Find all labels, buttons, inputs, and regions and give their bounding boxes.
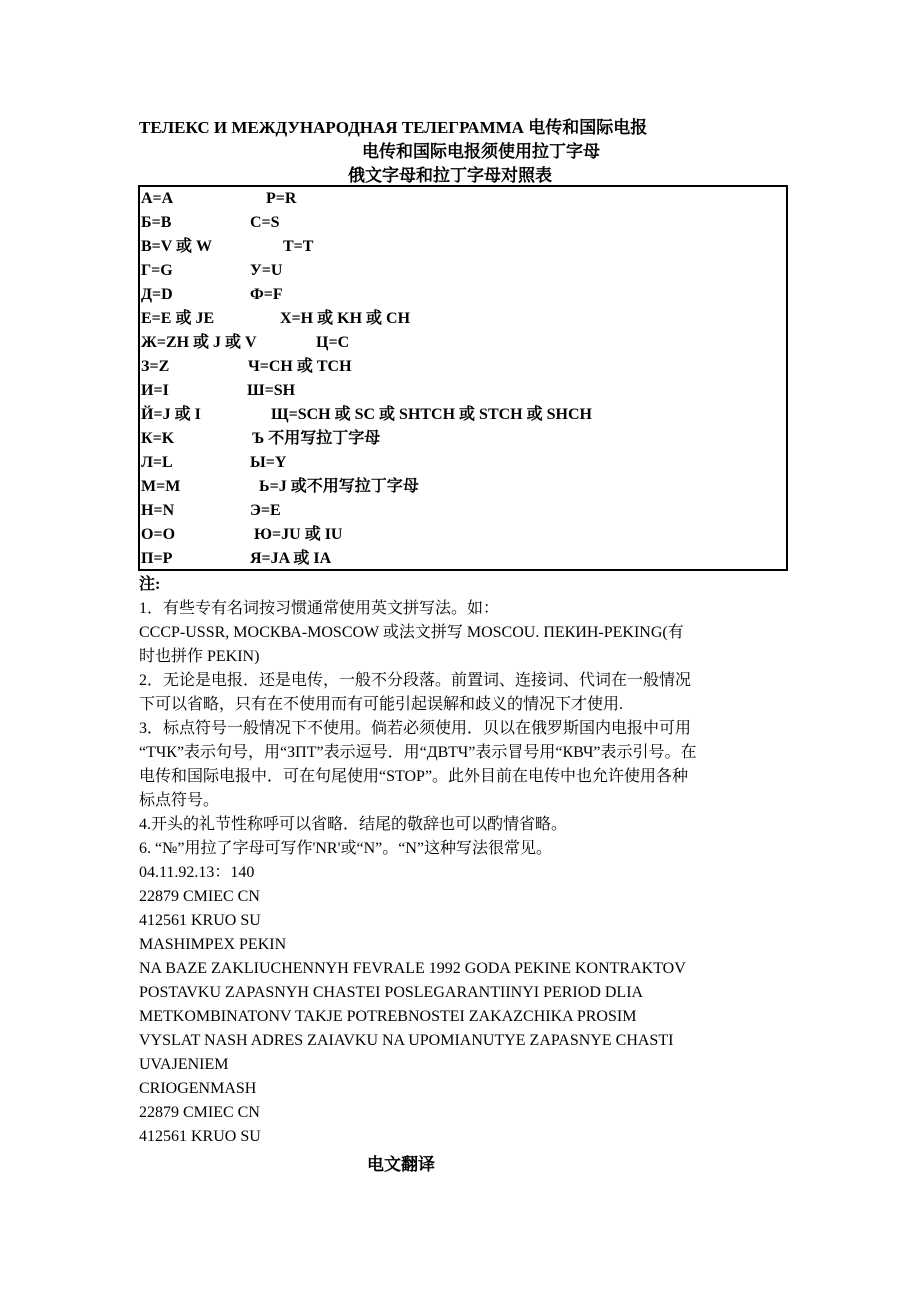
cyrillic-latin-right: С=S <box>250 214 280 231</box>
telegram-line: NA BAZE ZAKLIUCHENNYH FEVRALE 1992 GODA PEKINE KONTRAKTOV <box>139 960 686 977</box>
cyrillic-latin-right: Ф=F <box>250 286 283 303</box>
cyrillic-latin-right: У=U <box>250 262 283 279</box>
note-line: 6. “№”用拉了字母可写作'NR'或“N”。“N”这种写法很常见。 <box>139 840 552 857</box>
telegram-line: METKOMBINATONV TAKJE POTREBNOSTEI ZAKAZCHIKA PROSIM <box>139 1008 637 1025</box>
note-line: 4.开头的礼节性称呼可以省略．结尾的敬辞也可以酌情省略。 <box>139 816 568 833</box>
table-row <box>140 547 786 571</box>
table-row <box>140 451 786 475</box>
table-row <box>140 499 786 523</box>
cyrillic-latin-right: Щ=SCH 或 SC 或 SHTCH 或 STCH 或 SHCH <box>271 406 592 423</box>
notes-label: 注: <box>139 576 161 593</box>
note-line: 下可以省略，只有在不使用而有可能引起误解和歧义的情况下才使用. <box>139 696 624 713</box>
table-row <box>140 379 786 403</box>
cyrillic-latin-left: Г=G <box>141 262 173 279</box>
cyrillic-latin-left: В=V 或 W <box>141 238 213 255</box>
note-line: CCCP-USSR, МОСКВА-MOSCOW 或法文拼写 MOSCOU. ПЕКИН-PEKING(有 <box>139 624 684 641</box>
document-title: ТЕЛЕКС И МЕЖДУНАРОДНАЯ ТЕЛЕГРАММА 电传和国际电报 <box>139 118 648 137</box>
telegram-line: CRIOGENMASH <box>139 1080 257 1097</box>
cyrillic-latin-left: А=A <box>141 190 174 207</box>
cyrillic-latin-left: Б=B <box>141 214 172 231</box>
telegram-line: MASHIMPEX PEKIN <box>139 936 287 953</box>
table-row <box>140 427 786 451</box>
cyrillic-latin-left: Н=N <box>141 502 175 519</box>
note-line: 1．有些专有名词按习惯通常使用英文拼写法。如： <box>139 600 500 617</box>
subtitle-latin-required: 电传和国际电报须使用拉丁字母 <box>362 142 600 161</box>
telegram-line: UVAJENIEM <box>139 1056 229 1073</box>
table-row <box>140 403 786 427</box>
cyrillic-latin-right: Ц=C <box>316 334 350 351</box>
note-line: 时也拼作 PEKIN) <box>139 648 260 665</box>
table-row <box>140 187 786 211</box>
telegram-line: VYSLAT NASH ADRES ZAIAVKU NA UPOMIANUTYE ZAPASNYE CHASTI <box>139 1032 674 1049</box>
table-row <box>140 259 786 283</box>
note-line: “ТЧК”表示句号，用“ЗПТ”表示逗号．用“ДВТЧ”表示冒号用“КВЧ”表示引号。在 <box>139 744 697 761</box>
translation-heading: 电文翻译 <box>367 1155 435 1174</box>
table-row <box>140 331 786 355</box>
table-row <box>140 307 786 331</box>
cyrillic-latin-left: П=P <box>141 550 173 567</box>
telegram-line: 412561 KRUO SU <box>139 1128 261 1145</box>
cyrillic-latin-left: Й=J 或 I <box>141 406 201 423</box>
cyrillic-latin-right: Ю=JU 或 IU <box>254 526 343 543</box>
telegram-line: 412561 KRUO SU <box>139 912 261 929</box>
note-line: 3．标点符号一般情况下不使用。倘若必须使用．贝以在俄罗斯国内电报中可用 <box>139 720 692 737</box>
cyrillic-latin-right: Ш=SH <box>247 382 296 399</box>
alphabet-table <box>138 185 788 571</box>
cyrillic-latin-left: И=I <box>141 382 169 399</box>
cyrillic-latin-right: Ь=J 或不用写拉丁字母 <box>259 478 419 495</box>
note-line: 电传和国际电报中．可在句尾使用“STOP”。此外目前在电传中也允许使用各种 <box>139 768 689 785</box>
table-caption: 俄文字母和拉丁字母对照表 <box>348 166 552 185</box>
cyrillic-latin-left: Е=E 或 JE <box>141 310 215 327</box>
cyrillic-latin-right: Р=R <box>266 190 297 207</box>
cyrillic-latin-right: Я=JA 或 IA <box>250 550 332 567</box>
cyrillic-latin-left: О=O <box>141 526 176 543</box>
cyrillic-latin-left: Л=L <box>141 454 173 471</box>
cyrillic-latin-right: Ъ 不用写拉丁字母 <box>252 430 381 447</box>
note-line: 标点符号。 <box>139 792 220 809</box>
cyrillic-latin-left: Ж=ZH 或 J 或 V <box>141 334 257 351</box>
table-row <box>140 211 786 235</box>
table-row <box>140 523 786 547</box>
cyrillic-latin-left: З=Z <box>141 358 170 375</box>
telegram-line: 22879 CMIEC CN <box>139 888 260 905</box>
cyrillic-latin-right: Ы=Y <box>250 454 287 471</box>
telegram-line: 04.11.92.13：140 <box>139 864 255 881</box>
table-row <box>140 355 786 379</box>
table-row <box>140 283 786 307</box>
cyrillic-latin-right: Ч=CH 或 TCH <box>248 358 352 375</box>
cyrillic-latin-left: К=K <box>141 430 175 447</box>
cyrillic-latin-left: М=M <box>141 478 181 495</box>
table-row <box>140 475 786 499</box>
cyrillic-latin-left: Д=D <box>141 286 173 303</box>
telegram-line: POSTAVKU ZAPASNYH CHASTEI POSLEGARANTIINYI PERIOD DLIA <box>139 984 644 1001</box>
note-line: 2．无论是电报．还是电传，一般不分段落。前置词、连接词、代词在一般情况 <box>139 672 692 689</box>
cyrillic-latin-right: Х=H 或 KH 或 CH <box>280 310 411 327</box>
table-row <box>140 235 786 259</box>
cyrillic-latin-right: Э=E <box>250 502 281 519</box>
telegram-line: 22879 CMIEC CN <box>139 1104 260 1121</box>
cyrillic-latin-right: Т=T <box>283 238 314 255</box>
